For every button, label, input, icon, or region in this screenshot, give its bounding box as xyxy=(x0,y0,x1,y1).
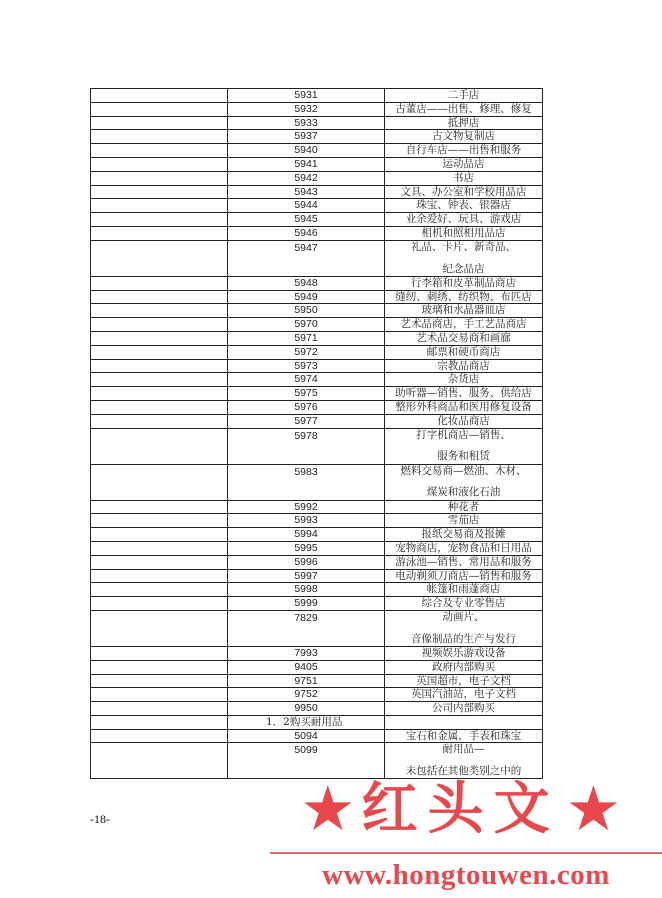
table-row xyxy=(91,290,543,304)
description-text: 游泳池—销售、常用品和服务 xyxy=(395,555,532,568)
description-text: 种花者 xyxy=(447,500,480,513)
table-row xyxy=(91,144,543,158)
category-cell xyxy=(91,304,228,318)
table-row xyxy=(91,171,543,185)
table-row xyxy=(91,318,543,332)
code-cell: 5974 xyxy=(228,373,385,387)
description-text: 政府内部购买 xyxy=(432,660,495,673)
code-cell: 5949 xyxy=(228,290,385,304)
description-text-line2: 纪念品店 xyxy=(442,262,485,275)
category-cell xyxy=(91,276,228,290)
code-cell: 5094 xyxy=(228,729,385,743)
category-cell xyxy=(91,171,228,185)
category-cell xyxy=(91,500,228,514)
description-cell xyxy=(385,144,543,158)
description-cell xyxy=(385,464,543,500)
description-cell xyxy=(385,199,543,213)
description-cell xyxy=(385,240,543,276)
table-row xyxy=(91,157,543,171)
description-text: 打字机商店—销售、 xyxy=(416,428,511,441)
category-cell xyxy=(91,102,228,116)
description-text-line2: 服务和租赁 xyxy=(437,450,490,463)
category-cell xyxy=(91,345,228,359)
category-cell xyxy=(91,240,228,276)
table-row xyxy=(91,569,543,583)
code-cell: 9405 xyxy=(228,660,385,674)
description-cell xyxy=(385,102,543,116)
category-cell xyxy=(91,414,228,428)
code-cell: 9950 xyxy=(228,702,385,716)
description-text: 缝纫、刺绣、纺织物、布匹店 xyxy=(395,290,532,303)
description-text: 帐篷和雨蓬商店 xyxy=(426,583,501,596)
description-cell xyxy=(385,583,543,597)
category-cell xyxy=(91,213,228,227)
code-cell: 5992 xyxy=(228,500,385,514)
watermark-title-row xyxy=(300,772,622,845)
description-cell xyxy=(385,688,543,702)
watermark-chars: 红头文 xyxy=(361,776,560,842)
description-cell xyxy=(385,89,543,103)
code-cell: 5973 xyxy=(228,359,385,373)
description-text: 报纸交易商及报摊 xyxy=(421,528,506,541)
code-cell: 5970 xyxy=(228,318,385,332)
code-cell: 5933 xyxy=(228,116,385,130)
description-cell xyxy=(385,304,543,318)
description-text: 书店 xyxy=(453,171,474,184)
merchant-code-table xyxy=(90,88,543,779)
page-number: -18- xyxy=(90,812,110,826)
description-text: 珠宝、钟表、银器店 xyxy=(416,199,511,212)
table-row xyxy=(91,702,543,716)
table-row xyxy=(91,464,543,500)
code-cell: 5994 xyxy=(228,528,385,542)
table-row xyxy=(91,674,543,688)
description-cell xyxy=(385,610,543,646)
description-text: 宝石和金属，手表和珠宝 xyxy=(405,729,522,742)
category-cell xyxy=(91,688,228,702)
category-cell xyxy=(91,89,228,103)
description-text: 邮票和硬币商店 xyxy=(426,345,501,358)
category-cell xyxy=(91,226,228,240)
category-cell xyxy=(91,318,228,332)
category-cell xyxy=(91,646,228,660)
table-row xyxy=(91,199,543,213)
table-row xyxy=(91,528,543,542)
category-cell xyxy=(91,610,228,646)
description-cell xyxy=(385,387,543,401)
description-text: 古文物复制店 xyxy=(432,130,495,143)
description-text: 古董店——出售、修理、修复 xyxy=(395,102,532,115)
category-cell xyxy=(91,331,228,345)
description-cell xyxy=(385,660,543,674)
description-cell xyxy=(385,373,543,387)
description-text: 化妆品商店 xyxy=(437,414,490,427)
description-cell xyxy=(385,514,543,528)
category-cell xyxy=(91,583,228,597)
table-row xyxy=(91,240,543,276)
category-cell xyxy=(91,116,228,130)
category-cell xyxy=(91,569,228,583)
description-text: 公司内部购买 xyxy=(432,702,495,715)
table-row xyxy=(91,373,543,387)
code-cell: 9752 xyxy=(228,688,385,702)
star-icon: ★ xyxy=(300,772,356,845)
code-cell: 5947 xyxy=(228,240,385,276)
code-cell: 5999 xyxy=(228,597,385,611)
description-text: 雪茄店 xyxy=(447,514,480,527)
table-row xyxy=(91,729,543,743)
table-row xyxy=(91,610,543,646)
description-cell xyxy=(385,345,543,359)
table-row xyxy=(91,130,543,144)
table-row xyxy=(91,387,543,401)
table-row xyxy=(91,646,543,660)
description-cell xyxy=(385,276,543,290)
code-cell: 1．2购买耐用品 xyxy=(228,715,385,729)
category-cell xyxy=(91,715,228,729)
description-text: 二手店 xyxy=(447,89,480,101)
description-text: 动画片、 xyxy=(442,610,485,623)
description-cell xyxy=(385,400,543,414)
code-cell: 5099 xyxy=(228,743,385,779)
code-cell: 5978 xyxy=(228,428,385,464)
description-text: 助听器—销售、服务、供给店 xyxy=(395,387,532,400)
description-cell xyxy=(385,569,543,583)
category-cell xyxy=(91,428,228,464)
star-icon: ★ xyxy=(565,772,622,845)
code-cell: 5976 xyxy=(228,400,385,414)
category-cell xyxy=(91,373,228,387)
category-cell xyxy=(91,464,228,500)
description-cell xyxy=(385,213,543,227)
category-cell xyxy=(91,555,228,569)
description-text-line2: 未包括在其他类别之中的 xyxy=(405,765,522,778)
category-cell xyxy=(91,597,228,611)
codes-table-container xyxy=(90,88,542,779)
category-cell xyxy=(91,130,228,144)
code-cell: 5937 xyxy=(228,130,385,144)
code-cell: 5977 xyxy=(228,414,385,428)
table-row xyxy=(91,555,543,569)
table-row xyxy=(91,116,543,130)
description-cell xyxy=(385,331,543,345)
table-row xyxy=(91,597,543,611)
description-text: 自行车店——出售和服务 xyxy=(405,144,522,157)
category-cell xyxy=(91,743,228,779)
description-text: 文具、办公室和学校用品店 xyxy=(400,185,527,198)
description-cell xyxy=(385,715,543,729)
description-text: 综合及专业零售店 xyxy=(421,597,506,610)
code-cell: 5945 xyxy=(228,213,385,227)
description-cell xyxy=(385,290,543,304)
table-row xyxy=(91,514,543,528)
description-text: 英国汽油站，电子文档 xyxy=(411,688,516,701)
description-text: 视频娱乐游戏设备 xyxy=(421,646,506,659)
code-cell: 5983 xyxy=(228,464,385,500)
code-cell: 7993 xyxy=(228,646,385,660)
description-cell xyxy=(385,414,543,428)
table-row xyxy=(91,276,543,290)
description-text: 艺术品交易商和画廊 xyxy=(416,331,511,344)
watermark-url: www.hongtouwen.com xyxy=(322,859,610,891)
table-row xyxy=(91,414,543,428)
description-cell xyxy=(385,318,543,332)
description-cell xyxy=(385,500,543,514)
code-cell: 5931 xyxy=(228,89,385,103)
table-row xyxy=(91,185,543,199)
description-cell xyxy=(385,597,543,611)
table-row xyxy=(91,715,543,729)
category-cell xyxy=(91,660,228,674)
description-cell xyxy=(385,359,543,373)
description-cell xyxy=(385,226,543,240)
table-row xyxy=(91,345,543,359)
description-cell xyxy=(385,674,543,688)
description-text: 宗教品商店 xyxy=(437,359,490,372)
table-row xyxy=(91,428,543,464)
code-cell: 5996 xyxy=(228,555,385,569)
description-text: 艺术品商店，手工艺品商店 xyxy=(400,318,527,331)
description-text: 业余爱好、玩具、游戏店 xyxy=(405,213,522,226)
table-row xyxy=(91,583,543,597)
description-text: 英国超市，电子文档 xyxy=(416,674,511,687)
table-row xyxy=(91,541,543,555)
code-cell: 5971 xyxy=(228,331,385,345)
table-row xyxy=(91,213,543,227)
description-cell xyxy=(385,646,543,660)
description-text: 宠物商店，宠物食品和日用品 xyxy=(395,541,532,554)
table-row xyxy=(91,331,543,345)
description-cell xyxy=(385,428,543,464)
code-cell: 5995 xyxy=(228,541,385,555)
description-cell xyxy=(385,555,543,569)
category-cell xyxy=(91,729,228,743)
code-cell: 5948 xyxy=(228,276,385,290)
code-cell: 5997 xyxy=(228,569,385,583)
code-cell: 5943 xyxy=(228,185,385,199)
description-text: 耐用品— xyxy=(442,743,485,756)
table-row xyxy=(91,226,543,240)
description-cell xyxy=(385,702,543,716)
description-text-line2: 煤炭和液化石油 xyxy=(426,486,501,499)
category-cell xyxy=(91,400,228,414)
watermark-divider xyxy=(270,852,662,854)
table-row xyxy=(91,304,543,318)
table-row xyxy=(91,102,543,116)
table-row xyxy=(91,688,543,702)
category-cell xyxy=(91,144,228,158)
code-cell: 5942 xyxy=(228,171,385,185)
code-cell: 5975 xyxy=(228,387,385,401)
code-cell: 5993 xyxy=(228,514,385,528)
watermark-logo xyxy=(270,772,662,898)
description-text: 相机和照相用品店 xyxy=(421,226,506,239)
category-cell xyxy=(91,674,228,688)
description-text-line2: 音像制品的生产与发行 xyxy=(411,632,516,645)
description-cell xyxy=(385,157,543,171)
table-row xyxy=(91,400,543,414)
category-cell xyxy=(91,199,228,213)
code-cell: 5998 xyxy=(228,583,385,597)
code-cell: 5940 xyxy=(228,144,385,158)
description-cell xyxy=(385,116,543,130)
category-cell xyxy=(91,514,228,528)
description-text: 抵押店 xyxy=(447,116,480,129)
table-row xyxy=(91,660,543,674)
description-cell xyxy=(385,729,543,743)
description-cell xyxy=(385,171,543,185)
code-cell: 5950 xyxy=(228,304,385,318)
description-text: 整形外科商品和医用修复设备 xyxy=(395,400,532,413)
description-text: 运动品店 xyxy=(442,157,485,170)
category-cell xyxy=(91,290,228,304)
description-cell xyxy=(385,541,543,555)
description-cell xyxy=(385,528,543,542)
code-cell: 9751 xyxy=(228,674,385,688)
description-cell xyxy=(385,185,543,199)
category-cell xyxy=(91,528,228,542)
code-cell: 5944 xyxy=(228,199,385,213)
description-cell xyxy=(385,743,543,779)
code-cell: 5972 xyxy=(228,345,385,359)
description-text: 礼品、卡片、新奇品、 xyxy=(411,240,516,253)
category-cell xyxy=(91,359,228,373)
code-cell: 7829 xyxy=(228,610,385,646)
description-text: 燃料交易商—燃油、木材、 xyxy=(400,464,527,477)
description-cell xyxy=(385,130,543,144)
table-row xyxy=(91,89,543,103)
description-text: 电动剃须刀商店—销售和服务 xyxy=(395,569,532,582)
code-cell: 5941 xyxy=(228,157,385,171)
code-cell: 5946 xyxy=(228,226,385,240)
description-text: 玻璃和水晶器皿店 xyxy=(421,304,506,317)
category-cell xyxy=(91,702,228,716)
table-row xyxy=(91,359,543,373)
code-cell: 5932 xyxy=(228,102,385,116)
category-cell xyxy=(91,387,228,401)
table-row xyxy=(91,500,543,514)
category-cell xyxy=(91,541,228,555)
category-cell xyxy=(91,185,228,199)
description-text: 行李箱和皮革制品商店 xyxy=(411,276,516,289)
description-text: 杂货店 xyxy=(447,373,480,386)
table-body xyxy=(91,89,543,779)
category-cell xyxy=(91,157,228,171)
